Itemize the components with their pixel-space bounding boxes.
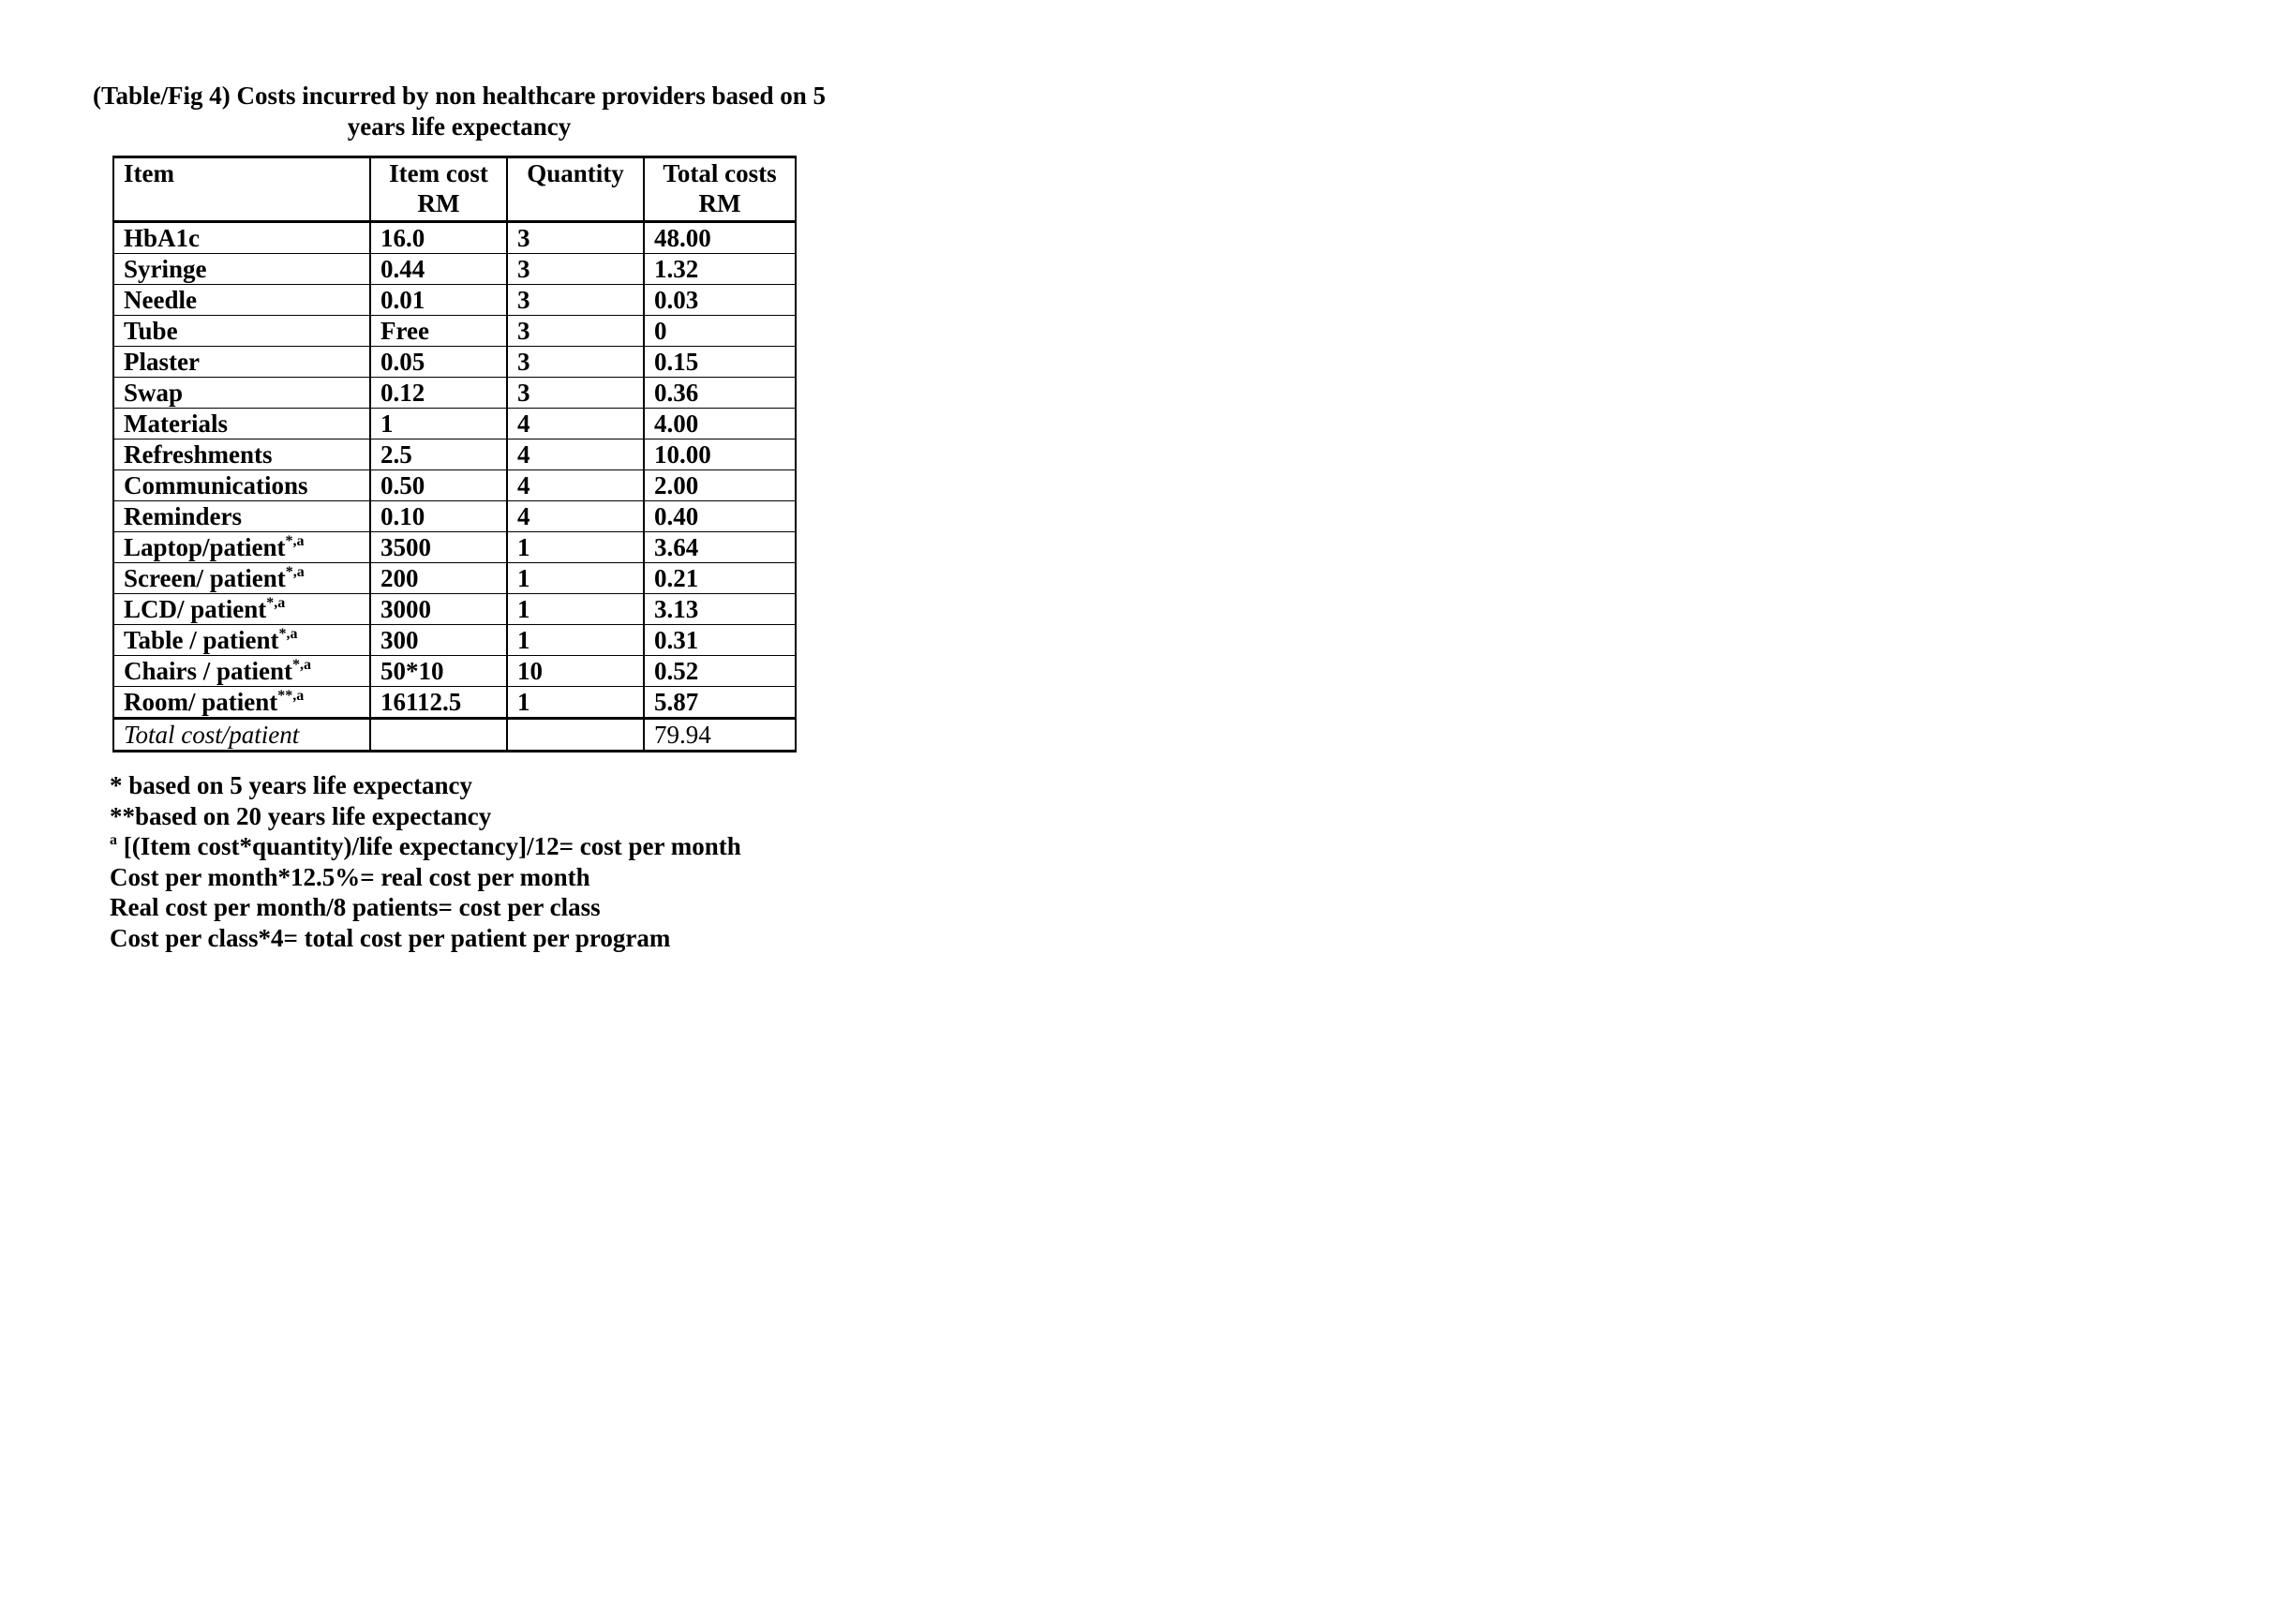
footnote-3-superscript: a <box>110 832 117 848</box>
cell-total: 1.32 <box>644 254 796 285</box>
table-row <box>113 532 796 563</box>
cell-quantity: 1 <box>507 625 644 656</box>
item-superscript: *,a <box>266 595 286 611</box>
cell-total: 4.00 <box>644 409 796 440</box>
cell-quantity: 1 <box>507 532 644 563</box>
cell-quantity: 1 <box>507 594 644 625</box>
footnote-3-text: [(Item cost*quantity)/life expectancy]/12= cost per month <box>117 832 741 860</box>
table-row <box>113 222 796 254</box>
cell-quantity: 4 <box>507 409 644 440</box>
total-empty-qty <box>507 719 644 752</box>
total-label: Total cost/patient <box>113 719 370 752</box>
cell-item <box>113 409 370 440</box>
item-name: Syringe <box>124 255 207 283</box>
total-row <box>113 719 796 752</box>
item-name: Table / patient <box>124 626 279 654</box>
item-name: Reminders <box>124 502 242 530</box>
cell-item <box>113 440 370 470</box>
table-row <box>113 316 796 347</box>
total-empty-cost <box>370 719 507 752</box>
cell-item-cost: 0.44 <box>370 254 507 285</box>
item-name: Chairs / patient <box>124 657 293 685</box>
item-name: Communications <box>124 471 308 499</box>
cell-quantity: 4 <box>507 470 644 501</box>
cell-item-cost: 0.10 <box>370 501 507 532</box>
cell-item <box>113 316 370 347</box>
cell-item <box>113 378 370 409</box>
footnote-2: **based on 20 years life expectancy <box>110 801 492 830</box>
table-caption <box>66 81 853 142</box>
item-superscript: **,a <box>277 688 305 704</box>
item-name: Refreshments <box>124 440 273 469</box>
cell-item-cost: 300 <box>370 625 507 656</box>
cell-quantity: 1 <box>507 563 644 594</box>
cost-table <box>112 156 797 752</box>
total-value: 79.94 <box>644 719 796 752</box>
cell-item <box>113 532 370 563</box>
cell-quantity: 3 <box>507 285 644 316</box>
cell-total: 5.87 <box>644 687 796 719</box>
cell-total: 3.64 <box>644 532 796 563</box>
footnotes <box>110 770 741 953</box>
item-name: Laptop/patient <box>124 533 286 561</box>
header-total-costs <box>644 157 796 222</box>
cell-quantity: 4 <box>507 501 644 532</box>
cell-item <box>113 594 370 625</box>
cell-quantity: 3 <box>507 254 644 285</box>
cell-quantity: 3 <box>507 222 644 254</box>
item-superscript: *,a <box>292 657 312 673</box>
cell-item-cost: 0.12 <box>370 378 507 409</box>
cell-total: 0.36 <box>644 378 796 409</box>
header-total-line2: RM <box>698 189 741 217</box>
cell-quantity: 4 <box>507 440 644 470</box>
item-superscript: *,a <box>285 564 305 580</box>
cell-item-cost: Free <box>370 316 507 347</box>
footnote-5: Real cost per month/8 patients= cost per class <box>110 893 601 921</box>
cell-item-cost: 16.0 <box>370 222 507 254</box>
cell-total: 48.00 <box>644 222 796 254</box>
cell-item <box>113 222 370 254</box>
cell-total: 0.03 <box>644 285 796 316</box>
cell-item-cost: 200 <box>370 563 507 594</box>
table-row <box>113 656 796 687</box>
cell-total: 10.00 <box>644 440 796 470</box>
item-name: Plaster <box>124 348 200 376</box>
table-row <box>113 594 796 625</box>
table-row <box>113 347 796 378</box>
table-row <box>113 254 796 285</box>
table-header-row <box>113 157 796 222</box>
table-row <box>113 625 796 656</box>
item-superscript: *,a <box>278 626 298 642</box>
header-total-line1: Total costs <box>663 159 777 187</box>
cell-quantity: 3 <box>507 378 644 409</box>
item-superscript: *,a <box>285 533 305 549</box>
cell-item-cost: 0.50 <box>370 470 507 501</box>
header-quantity: Quantity <box>507 157 644 222</box>
footnote-6: Cost per class*4= total cost per patient per program <box>110 923 671 952</box>
item-name: Room/ patient <box>124 688 278 716</box>
item-name: Swap <box>124 379 184 407</box>
header-item-cost-line2: RM <box>417 189 460 217</box>
cell-item-cost: 1 <box>370 409 507 440</box>
table-row <box>113 285 796 316</box>
header-item: Item <box>113 157 370 222</box>
cell-item <box>113 347 370 378</box>
cell-item-cost: 0.05 <box>370 347 507 378</box>
cell-item <box>113 254 370 285</box>
cell-item <box>113 285 370 316</box>
cell-quantity: 3 <box>507 316 644 347</box>
table-body <box>113 222 796 752</box>
cell-item-cost: 3000 <box>370 594 507 625</box>
table-row <box>113 409 796 440</box>
cell-total: 0.15 <box>644 347 796 378</box>
cell-total: 0.52 <box>644 656 796 687</box>
footnote-1: * based on 5 years life expectancy <box>110 771 472 799</box>
cell-item-cost: 0.01 <box>370 285 507 316</box>
table-row <box>113 378 796 409</box>
caption-line-2: years life expectancy <box>347 112 572 141</box>
cell-total: 0.40 <box>644 501 796 532</box>
item-name: Materials <box>124 410 228 438</box>
table-row <box>113 563 796 594</box>
header-item-cost-line1: Item cost <box>389 159 488 187</box>
cell-total: 3.13 <box>644 594 796 625</box>
cell-item <box>113 563 370 594</box>
cell-item <box>113 687 370 719</box>
footnote-4: Cost per month*12.5%= real cost per month <box>110 862 590 891</box>
cell-total: 0 <box>644 316 796 347</box>
item-name: HbA1c <box>124 224 200 252</box>
table-row <box>113 687 796 719</box>
header-item-cost <box>370 157 507 222</box>
cell-item <box>113 470 370 501</box>
cell-quantity: 3 <box>507 347 644 378</box>
cell-item <box>113 625 370 656</box>
cell-item-cost: 2.5 <box>370 440 507 470</box>
item-name: Screen/ patient <box>124 564 286 592</box>
cell-total: 0.21 <box>644 563 796 594</box>
cell-item-cost: 3500 <box>370 532 507 563</box>
cell-total: 2.00 <box>644 470 796 501</box>
item-name: LCD/ patient <box>124 595 267 623</box>
cell-quantity: 10 <box>507 656 644 687</box>
cell-quantity: 1 <box>507 687 644 719</box>
table-row <box>113 470 796 501</box>
footnote-3 <box>110 831 741 862</box>
table-row <box>113 440 796 470</box>
cell-item-cost: 16112.5 <box>370 687 507 719</box>
cell-item <box>113 656 370 687</box>
table-row <box>113 501 796 532</box>
caption-line-1: (Table/Fig 4) Costs incurred by non healthcare providers based on 5 <box>92 82 827 110</box>
cell-item <box>113 501 370 532</box>
cell-total: 0.31 <box>644 625 796 656</box>
cell-item-cost: 50*10 <box>370 656 507 687</box>
item-name: Tube <box>124 317 178 345</box>
item-name: Needle <box>124 286 197 314</box>
